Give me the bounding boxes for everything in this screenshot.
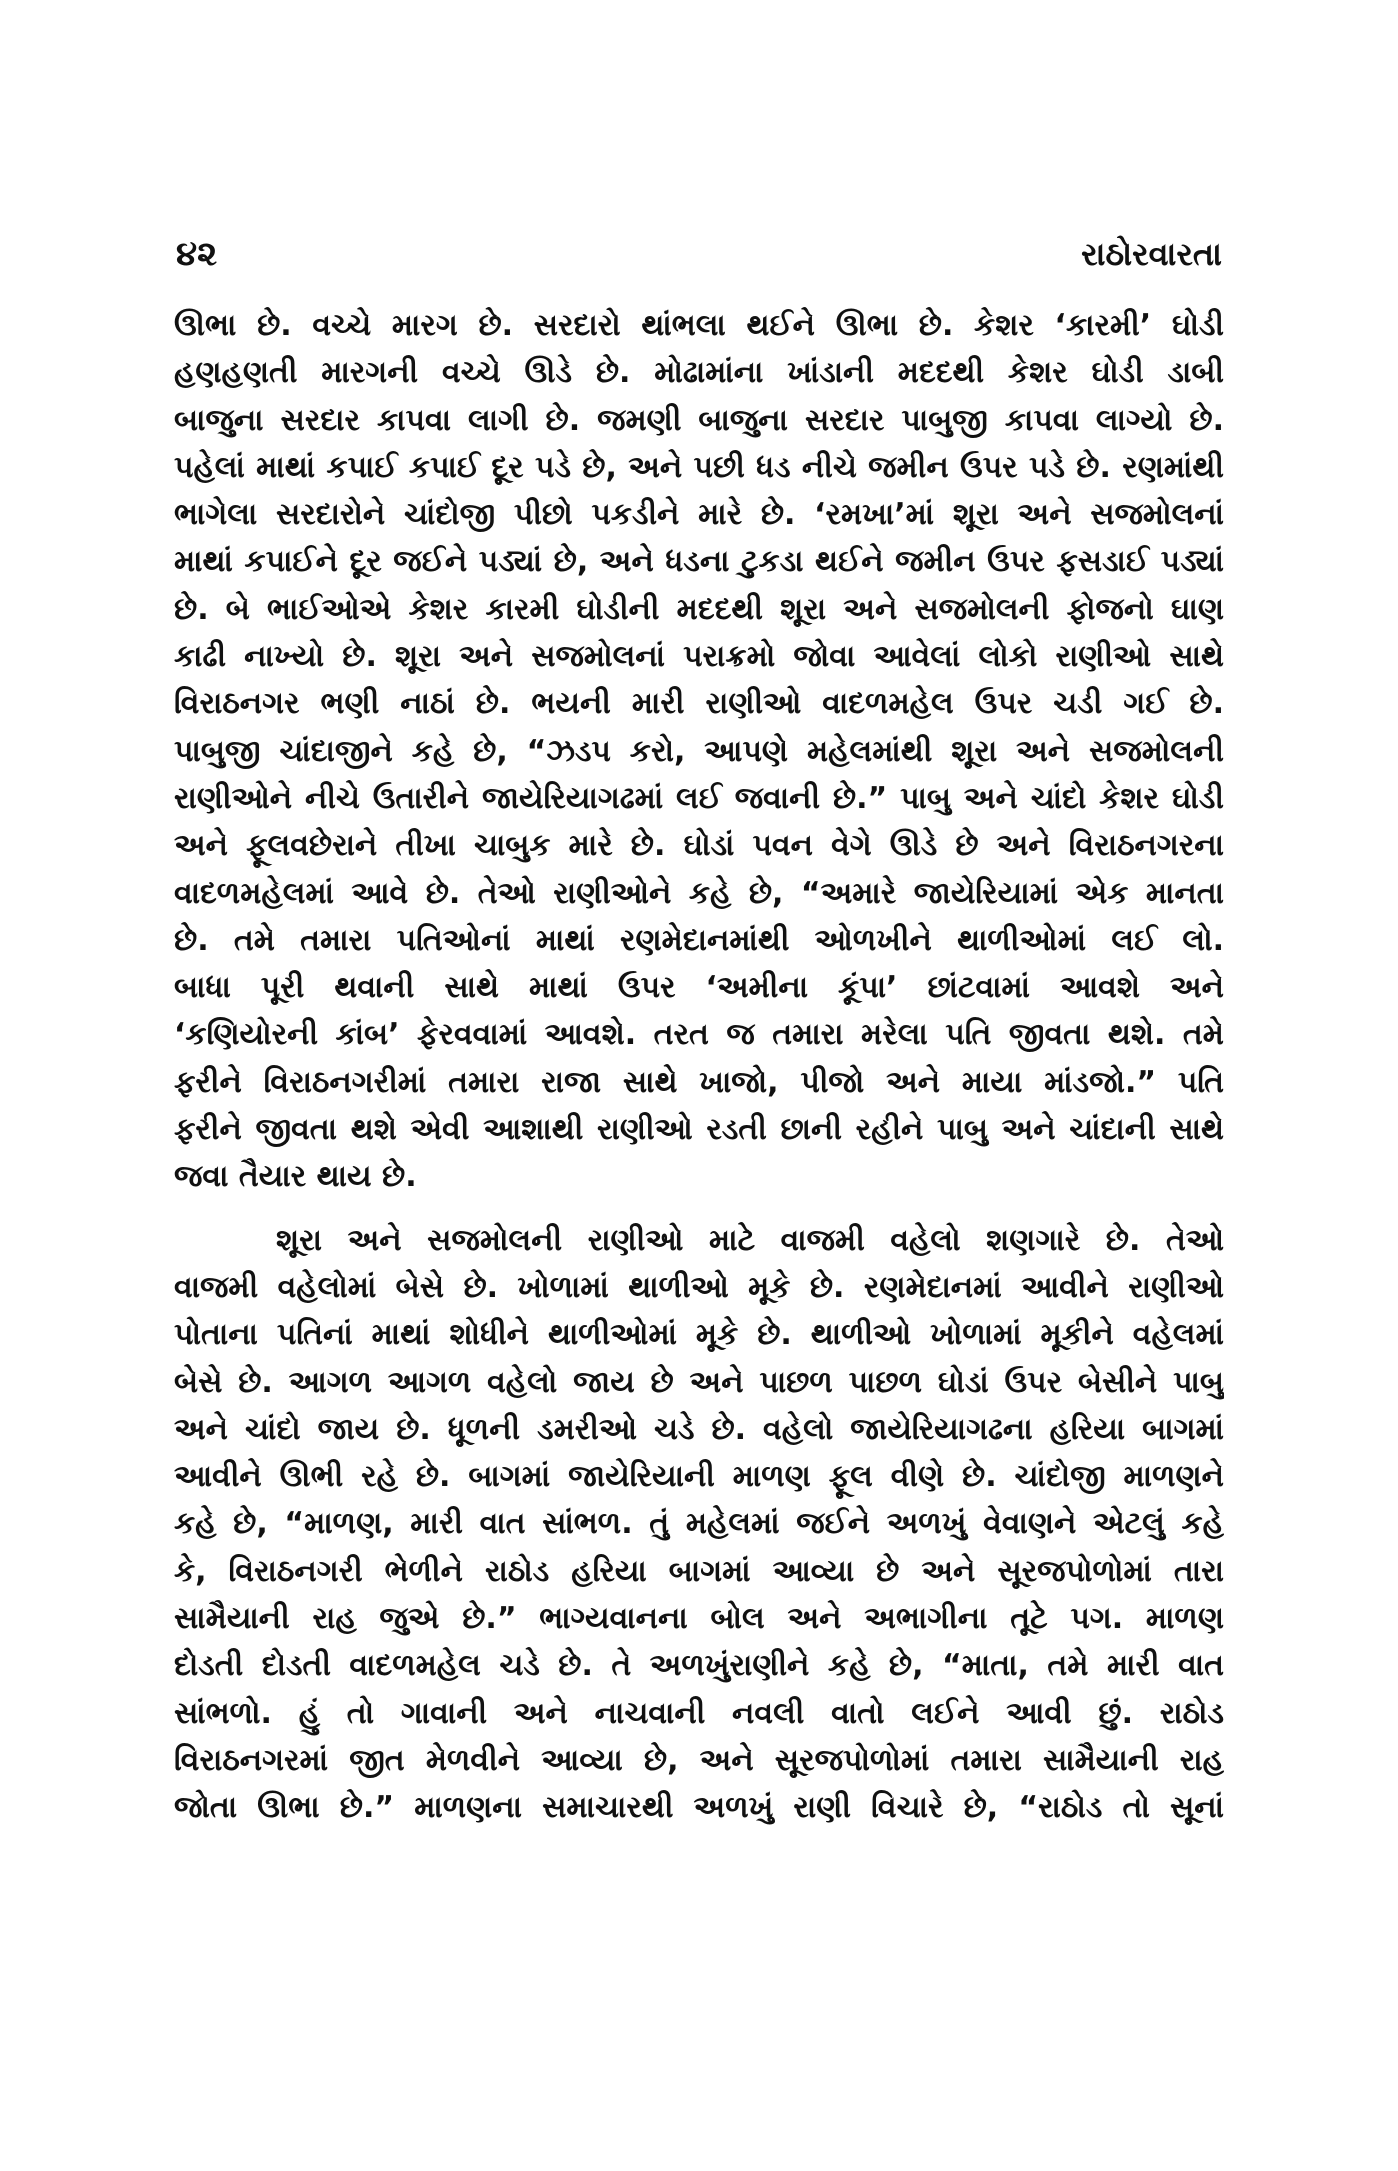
- text-line: બાધા પૂરી થવાની સાથે માથાં ઉપર ‘અમીના કૂંપા’ છાંટવામાં આવશે અને: [174, 970, 1224, 1006]
- running-head: રાઠોરવારતા: [1081, 235, 1222, 273]
- text-line: દોડતી દોડતી વાદળમહેલ ચડે છે. તે અળખુંરાણીને કહે છે, “માતા, તમે મારી વાત: [174, 1648, 1224, 1684]
- text-line: આવીને ઊભી રહે છે. બાગમાં જાયેરિયાની માળણ ફૂલ વીણે છે. ચાંદોજી માળણને: [174, 1459, 1224, 1495]
- text-line: વિરાઠનગર ભણી નાઠાં છે. ભયની મારી રાણીઓ વાદળમહેલ ઉપર ચડી ગઈ છે.: [174, 686, 1224, 722]
- text-line: વિરાઠનગરમાં જીત મેળવીને આવ્યા છે, અને સૂરજપોળોમાં તમારા સામૈયાની રાહ: [174, 1742, 1224, 1778]
- text-line: છે. બે ભાઈઓએ કેશર કારમી ઘોડીની મદદથી શૂરા અને સજમોલની ફોજનો ઘાણ: [174, 591, 1224, 627]
- text-line: જોતા ઊભા છે.” માળણના સમાચારથી અળખું રાણી વિચારે છે, “રાઠોડ તો સૂનાં: [174, 1790, 1224, 1826]
- text-line: બેસે છે. આગળ આગળ વહેલો જાય છે અને પાછળ પાછળ ઘોડાં ઉપર બેસીને પાબુ: [174, 1364, 1224, 1400]
- text-line: સાંભળો. હું તો ગાવાની અને નાચવાની નવલી વાતો લઈને આવી છું. રાઠોડ: [174, 1695, 1224, 1731]
- text-line: ફરીને વિરાઠનગરીમાં તમારા રાજા સાથે ખાજો, પીજો અને માયા માંડજો.” પતિ: [174, 1064, 1224, 1100]
- text-line: વાદળમહેલમાં આવે છે. તેઓ રાણીઓને કહે છે, “અમારે જાયેરિયામાં એક માનતા: [174, 875, 1224, 911]
- body-text: [174, 302, 1224, 1832]
- paragraph-1: [174, 302, 1224, 1201]
- text-line: વાજમી વહેલોમાં બેસે છે. ખોળામાં થાળીઓ મૂકે છે. રણમેદાનમાં આવીને રાણીઓ: [174, 1269, 1224, 1305]
- text-line: રાણીઓને નીચે ઉતારીને જાયેરિયાગઢમાં લઈ જવાની છે.” પાબુ અને ચાંદો કેશર ઘોડી: [174, 780, 1224, 816]
- paragraph-2: [174, 1217, 1224, 1832]
- text-line: અને ચાંદો જાય છે. ધૂળની ડમરીઓ ચડે છે. વહેલો જાયેરિયાગઢના હરિયા બાગમાં: [174, 1411, 1224, 1447]
- page-number: ૪૨: [176, 234, 218, 274]
- text-line: સામૈયાની રાહ જુએ છે.” ભાગ્યવાનના બોલ અને અભાગીના તૂટે પગ. માળણ: [174, 1601, 1224, 1637]
- text-line: પહેલાં માથાં કપાઈ કપાઈ દૂર પડે છે, અને પછી ધડ નીચે જમીન ઉપર પડે છે. રણમાંથી: [174, 449, 1224, 485]
- text-line: કાઢી નાખ્યો છે. શૂરા અને સજમોલનાં પરાક્રમો જોવા આવેલાં લોકો રાણીઓ સાથે: [174, 639, 1224, 675]
- text-line: છે. તમે તમારા પતિઓનાં માથાં રણમેદાનમાંથી ઓળખીને થાળીઓમાં લઈ લો.: [174, 922, 1224, 958]
- text-line: માથાં કપાઈને દૂર જઈને પડ્યાં છે, અને ધડના ટુકડા થઈને જમીન ઉપર ફસડાઈ પડ્યાં: [174, 544, 1224, 580]
- text-line: અને ફૂલવછેરાને તીખા ચાબુક મારે છે. ઘોડાં પવન વેગે ઊડે છે અને વિરાઠનગરના: [174, 828, 1224, 864]
- text-line: જવા તૈયાર થાય છે.: [174, 1159, 417, 1195]
- text-line: શૂરા અને સજમોલની રાણીઓ માટે વાજમી વહેલો શણગારે છે. તેઓ: [276, 1222, 1224, 1258]
- text-line: કહે છે, “માળણ, મારી વાત સાંભળ. તું મહેલમાં જઈને અળખું વેવાણને એટલું કહે: [174, 1506, 1224, 1542]
- text-line: ‘કણિયોરની કાંબ’ ફેરવવામાં આવશે. તરત જ તમારા મરેલા પતિ જીવતા થશે. તમે: [174, 1017, 1224, 1053]
- text-line: ભાગેલા સરદારોને ચાંદોજી પીછો પકડીને મારે છે. ‘રમખા’માં શૂરા અને સજમોલનાં: [174, 497, 1224, 533]
- page-header: [176, 224, 1222, 284]
- text-line: પોતાના પતિનાં માથાં શોધીને થાળીઓમાં મૂકે છે. થાળીઓ ખોળામાં મૂકીને વહેલમાં: [174, 1317, 1224, 1353]
- paragraph-gap: [174, 1201, 1224, 1217]
- text-line: ફરીને જીવતા થશે એવી આશાથી રાણીઓ રડતી છાની રહીને પાબુ અને ચાંદાની સાથે: [174, 1112, 1224, 1148]
- text-line: હણહણતી મારગની વચ્ચે ઊડે છે. મોઢામાંના ખાંડાની મદદથી કેશર ઘોડી ડાબી: [174, 355, 1224, 391]
- text-line: બાજુના સરદાર કાપવા લાગી છે. જમણી બાજુના સરદાર પાબુજી કાપવા લાગ્યો છે.: [174, 402, 1224, 438]
- text-line: ઊભા છે. વચ્ચે મારગ છે. સરદારો થાંભલા થઈને ઊભા છે. કેશર ‘કારમી’ ઘોડી: [174, 308, 1224, 343]
- text-line: કે, વિરાઠનગરી ભેળીને રાઠોડ હરિયા બાગમાં આવ્યા છે અને સૂરજપોળોમાં તારા: [174, 1553, 1224, 1589]
- text-line: પાબુજી ચાંદાજીને કહે છે, “ઝડપ કરો, આપણે મહેલમાંથી શૂરા અને સજમોલની: [174, 733, 1224, 769]
